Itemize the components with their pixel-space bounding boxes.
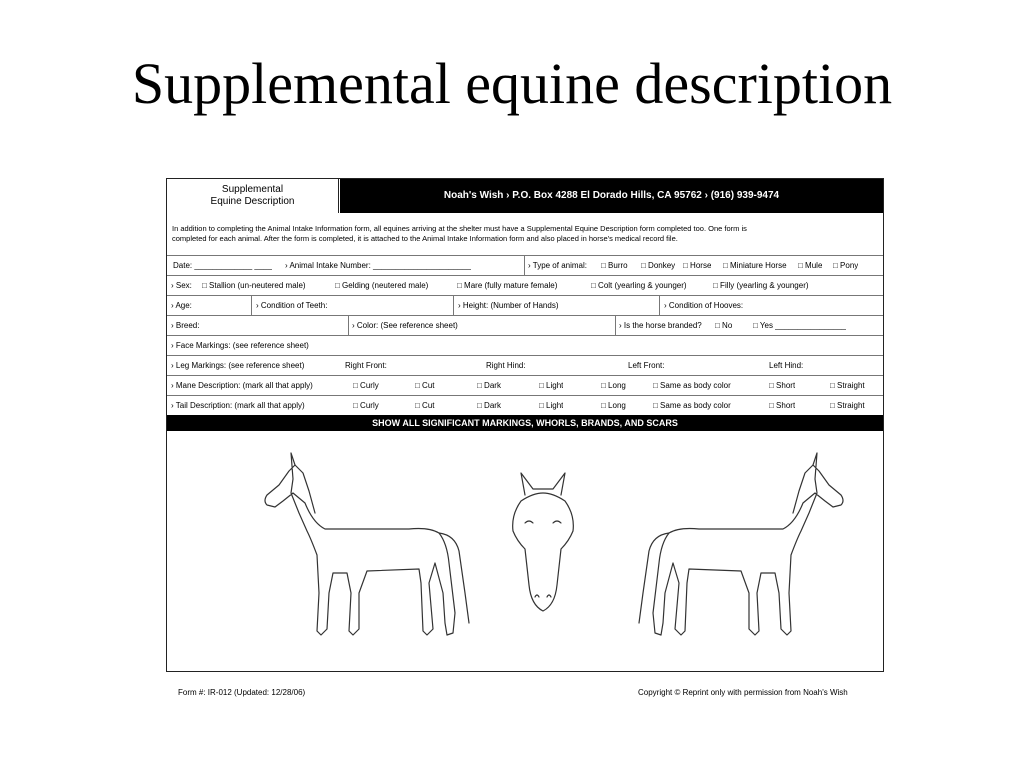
form-title: [167, 179, 339, 213]
face-markings-field[interactable]: › Face Markings: (see reference sheet): [171, 341, 309, 350]
copyright-notice: Copyright © Reprint only with permission from Noah's Wish: [638, 688, 848, 697]
tail-same-color-checkbox[interactable]: □ Same as body color: [653, 401, 731, 410]
row-breed-color: [167, 315, 883, 335]
tail-curly-checkbox[interactable]: □ Curly: [353, 401, 379, 410]
right-front-field[interactable]: Right Front:: [345, 361, 387, 370]
row-sex: [167, 275, 883, 295]
mane-short-checkbox[interactable]: □ Short: [769, 381, 796, 390]
tail-long-checkbox[interactable]: □ Long: [601, 401, 626, 410]
sex-colt-checkbox[interactable]: □ Colt (yearling & younger): [591, 281, 687, 290]
markings-banner: SHOW ALL SIGNIFICANT MARKINGS, WHORLS, BRANDS, AND SCARS: [167, 415, 883, 431]
row-mane: [167, 375, 883, 395]
tail-light-checkbox[interactable]: □ Light: [539, 401, 564, 410]
height-field[interactable]: › Height: (Number of Hands): [453, 296, 558, 315]
intake-number-field[interactable]: › Animal Intake Number: ______________________: [285, 261, 471, 270]
mane-straight-checkbox[interactable]: □ Straight: [830, 381, 865, 390]
row-face-markings: [167, 335, 883, 355]
form-title-line2: Equine Description: [210, 196, 295, 207]
tail-straight-checkbox[interactable]: □ Straight: [830, 401, 865, 410]
row-leg-markings: [167, 355, 883, 375]
type-miniature-horse-checkbox[interactable]: □ Miniature Horse: [723, 261, 787, 270]
mane-cut-checkbox[interactable]: □ Cut: [415, 381, 435, 390]
horse-right-side-diagram[interactable]: [629, 443, 849, 643]
sex-mare-checkbox[interactable]: □ Mare (fully mature female): [457, 281, 558, 290]
row-tail: [167, 395, 883, 415]
slide-title: Supplemental equine description: [131, 51, 893, 116]
color-field[interactable]: › Color: (See reference sheet): [348, 316, 458, 335]
form-title-line1: Supplemental: [221, 184, 284, 195]
mane-dark-checkbox[interactable]: □ Dark: [477, 381, 501, 390]
horse-head-front-diagram[interactable]: [503, 465, 583, 625]
type-label: › Type of animal:: [524, 256, 587, 275]
left-hind-field[interactable]: Left Hind:: [769, 361, 804, 370]
branded-yes-checkbox[interactable]: □ Yes ________________: [753, 321, 847, 330]
intro-text: [172, 224, 882, 244]
form-header: [167, 179, 883, 213]
org-contact-banner: Noah's Wish › P.O. Box 4288 El Dorado Hills, CA 95762 › (916) 939-9474: [340, 179, 883, 213]
tail-label: › Tail Description: (mark all that apply): [171, 401, 305, 410]
left-front-field[interactable]: Left Front:: [628, 361, 665, 370]
sex-gelding-checkbox[interactable]: □ Gelding (neutered male): [335, 281, 429, 290]
sex-label: › Sex:: [171, 281, 192, 290]
form-number: Form #: IR-012 (Updated: 12/28/06): [178, 688, 306, 697]
row-age-height: [167, 295, 883, 315]
sex-filly-checkbox[interactable]: □ Filly (yearling & younger): [713, 281, 809, 290]
date-field[interactable]: Date: _____________ ____: [173, 261, 273, 270]
breed-field[interactable]: › Breed:: [171, 321, 200, 330]
type-burro-checkbox[interactable]: □ Burro: [601, 261, 628, 270]
row-date-type: [167, 255, 883, 275]
type-mule-checkbox[interactable]: □ Mule: [798, 261, 823, 270]
tail-cut-checkbox[interactable]: □ Cut: [415, 401, 435, 410]
intro-line1: In addition to completing the Animal Intake Information form, all equines arriving at the shelter must have a Supplemental Equine Description form completed too. One form is: [172, 224, 747, 233]
sex-stallion-checkbox[interactable]: □ Stallion (un-neutered male): [202, 281, 306, 290]
hooves-field[interactable]: › Condition of Hooves:: [659, 296, 743, 315]
tail-short-checkbox[interactable]: □ Short: [769, 401, 796, 410]
horse-left-side-diagram[interactable]: [259, 443, 479, 643]
mane-label: › Mane Description: (mark all that apply): [171, 381, 313, 390]
mane-same-color-checkbox[interactable]: □ Same as body color: [653, 381, 731, 390]
teeth-field[interactable]: › Condition of Teeth:: [251, 296, 327, 315]
type-donkey-checkbox[interactable]: □ Donkey: [641, 261, 676, 270]
mane-light-checkbox[interactable]: □ Light: [539, 381, 564, 390]
mane-long-checkbox[interactable]: □ Long: [601, 381, 626, 390]
type-pony-checkbox[interactable]: □ Pony: [833, 261, 859, 270]
tail-dark-checkbox[interactable]: □ Dark: [477, 401, 501, 410]
age-field[interactable]: › Age:: [171, 301, 192, 310]
right-hind-field[interactable]: Right Hind:: [486, 361, 526, 370]
mane-curly-checkbox[interactable]: □ Curly: [353, 381, 379, 390]
type-horse-checkbox[interactable]: □ Horse: [683, 261, 712, 270]
equine-form: [166, 178, 884, 672]
leg-markings-label: › Leg Markings: (see reference sheet): [171, 361, 305, 370]
intro-line2: completed for each animal. After the form is completed, it is attached to the Animal Intake Information form and also placed in horse's medical record file.: [172, 234, 678, 243]
branded-no-checkbox[interactable]: □ No: [715, 321, 733, 330]
branded-label: › Is the horse branded?: [615, 316, 702, 335]
